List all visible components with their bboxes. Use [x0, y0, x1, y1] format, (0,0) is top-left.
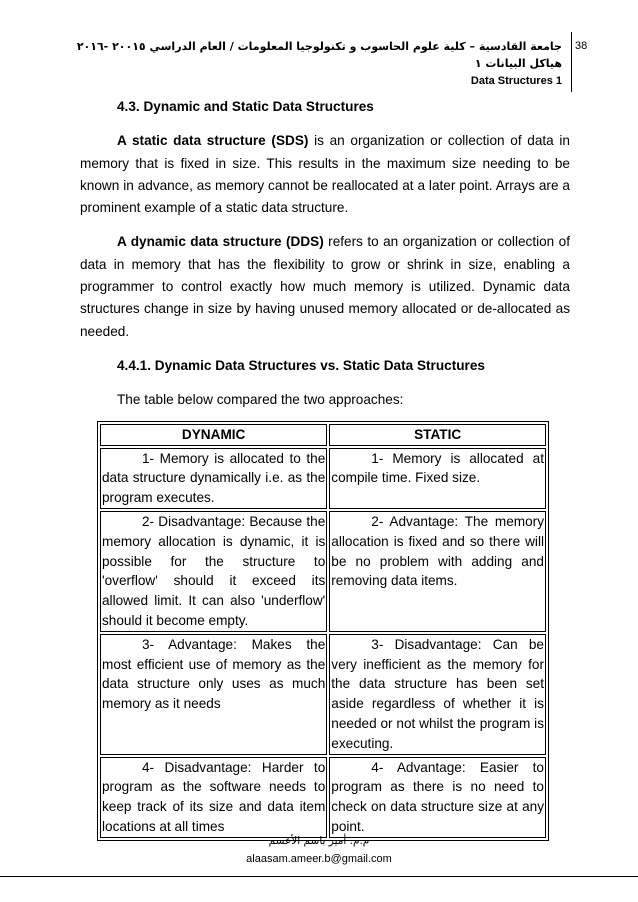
- page-content: [80, 96, 570, 841]
- static-cell: 3- Disadvantage: Can be very inefficient as the memory for the data structure has been set aside regardless of whether it is needed or not whilst the program is executing.: [329, 634, 546, 755]
- spacer: [80, 343, 570, 355]
- author-email: alaasam.ameer.b@gmail.com: [246, 853, 392, 865]
- static-cell: 1- Memory is allocated at compile time. Fixed size.: [329, 448, 546, 509]
- page-header: [62, 38, 562, 90]
- sds-term: A static data structure (SDS): [117, 133, 309, 149]
- dds-paragraph: [80, 231, 570, 342]
- table-row: [100, 448, 546, 509]
- author-name: م.م. أمير باسم الأعسم: [268, 835, 370, 847]
- sds-paragraph: [80, 130, 570, 219]
- dds-text: refers to an organization or collection of data in memory that has the flexibility to grow or shrink in size, enabling a programmer to control exactly how much memory is utilized. Dynamic data structures change in size by having unused memory allocated or de-allocated as needed.: [80, 234, 570, 339]
- sds-text: is an organization or collection of data in memory that is fixed in size. This results in the maximum size needing to be known in advance, as memory cannot be reallocated at a later point. Arrays are a prominent example of a static data structure.: [80, 133, 570, 216]
- table-row: [100, 757, 546, 838]
- header-course-arabic: هياكل البيانات ١: [474, 57, 562, 70]
- dynamic-cell: 2- Disadvantage: Because the memory allocation is dynamic, it is possible for the structure to 'overflow' should it exceed its allowed limit. It can also 'underflow' should it become empty.: [100, 511, 327, 632]
- header-dynamic: DYNAMIC: [100, 424, 327, 446]
- dynamic-cell: 3- Advantage: Makes the most efficient use of memory as the data structure only uses as much memory as it needs: [100, 634, 327, 755]
- table-header-row: [100, 424, 546, 446]
- table-row: [100, 634, 546, 755]
- subsection-heading: 4.4.1. Dynamic Data Structures vs. Static Data Structures: [117, 357, 485, 373]
- dynamic-cell: 1- Memory is allocated to the data structure dynamically i.e. as the program executes.: [100, 448, 327, 509]
- header-university-line: جامعة القادسية – كلية علوم الحاسوب و تكنولوجيا المعلومات / العام الدراسي ٢٠٠١٥ -٢٠١٦: [76, 40, 562, 53]
- dynamic-cell: 4- Disadvantage: Harder to program as the software needs to keep track of its size and data item locations at all times: [100, 757, 327, 838]
- comparison-table: [97, 421, 549, 841]
- static-cell: 2- Advantage: The memory allocation is fixed and so there will be no problem with adding and removing data items.: [329, 511, 546, 632]
- section-heading: 4.3. Dynamic and Static Data Structures: [117, 99, 374, 114]
- dds-term: A dynamic data structure (DDS): [117, 234, 324, 250]
- spacer: [80, 118, 570, 130]
- header-divider: [571, 32, 572, 92]
- header-course-english: Data Structures 1: [470, 75, 562, 87]
- static-cell: 4- Advantage: Easier to program as there is no need to check on data structure size at any point.: [329, 757, 546, 838]
- page-footer: [0, 832, 638, 868]
- header-static: STATIC: [329, 424, 546, 446]
- table-intro: The table below compared the two approaches:: [117, 392, 404, 408]
- footer-divider: [0, 876, 638, 877]
- table-row: [100, 511, 546, 632]
- page-number: 38: [575, 40, 588, 52]
- spacer: [80, 377, 570, 389]
- spacer: [80, 219, 570, 231]
